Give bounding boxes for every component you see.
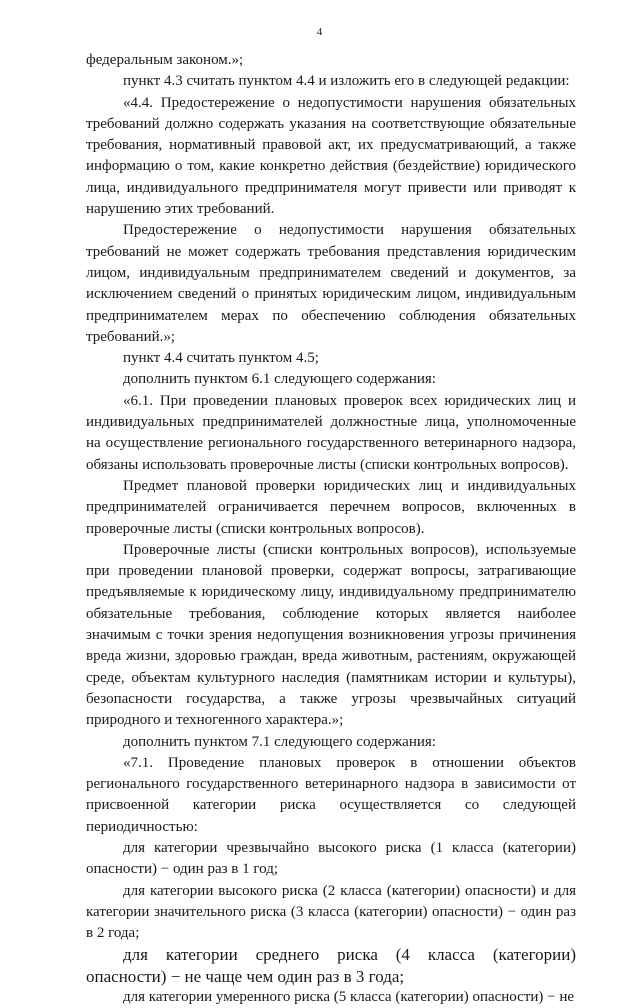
paragraph-8: Предмет плановой проверки юридических лиц и индивидуальных предпринимателей ограничивается перечнем вопросов, включенных в проверочные листы (списки контрольных вопросов). — [86, 477, 576, 537]
paragraph-3: «4.4. Предостережение о недопустимости нарушения обязательных требований должно содержать указания на соответствующие обязательные требования, нормативный правовой акт, их предусматривающий, а также информацию о том, какие конкретно действия (бездействие) юридического лица, индивидуального предпринимателя могут привести или приводят к нарушению этих требований. — [86, 94, 576, 218]
paragraph-4: Предостережение о недопустимости нарушения обязательных требований не может содержать требования представления юридическим лицом, индивидуальным предпринимателем сведений и документов, за исключением сведений о принятых юридическим лицом, индивидуальным предпринимателем мерах по обеспечению соблюдения обязательных требований.»; — [86, 222, 576, 345]
paragraph-11: «7.1. Проведение плановых проверок в отношении объектов регионального государственного ветеринарного надзора в зависимости от присвоенной категории риска осуществляется со следующей периодичностью: — [86, 754, 576, 835]
page-number: 4 — [316, 26, 323, 38]
document-body — [86, 50, 576, 1008]
paragraph-5: пункт 4.4 считать пунктом 4.5; — [123, 350, 319, 367]
paragraph-1: федеральным законом.»; — [86, 52, 244, 68]
paragraph-13: для категории высокого риска (2 класса (категории) опасности) и для категории значительного риска (3 класса (категории) опасности) − один раз в 2 года; — [86, 882, 576, 942]
paragraph-12: для категории чрезвычайно высокого риска (1 класса (категории) опасности) − один раз в 1 год; — [86, 839, 576, 878]
paragraph-15: для категории умеренного риска (5 класса (категории) опасности) − не — [123, 989, 575, 1006]
paragraph-2: пункт 4.3 считать пунктом 4.4 и изложить его в следующей редакции: — [123, 73, 570, 90]
paragraph-7: «6.1. При проведении плановых проверок всех юридических лиц и индивидуальных предпринимателей должностные лица, уполномоченные на осуществление регионального государственного ветеринарного надзора, обязаны использовать проверочные листы (списки контрольных вопросов). — [86, 392, 576, 473]
paragraph-6: дополнить пунктом 6.1 следующего содержания: — [123, 371, 436, 388]
paragraph-10: дополнить пунктом 7.1 следующего содержания: — [123, 733, 436, 750]
paragraph-14: для категории среднего риска (4 класса (категории) опасности) − не чаще чем один раз в 3 года; — [86, 945, 576, 986]
paragraph-9: Проверочные листы (списки контрольных вопросов), используемые при проведении плановой проверки, содержат вопросы, затрагивающие предъявляемые к юридическому лицу, индивидуальному предпринимателю обязательные требования, соблюдение которых является наиболее значимым с точки зрения недопущения возникновения угрозы причинения вреда жизни, здоровью граждан, вреда животным, растениям, окружающей среде, объектам культурного наследия (памятникам истории и культуры), безопасности государства, а также угрозы чрезвычайных ситуаций природного и техногенного характера.»; — [86, 541, 576, 729]
